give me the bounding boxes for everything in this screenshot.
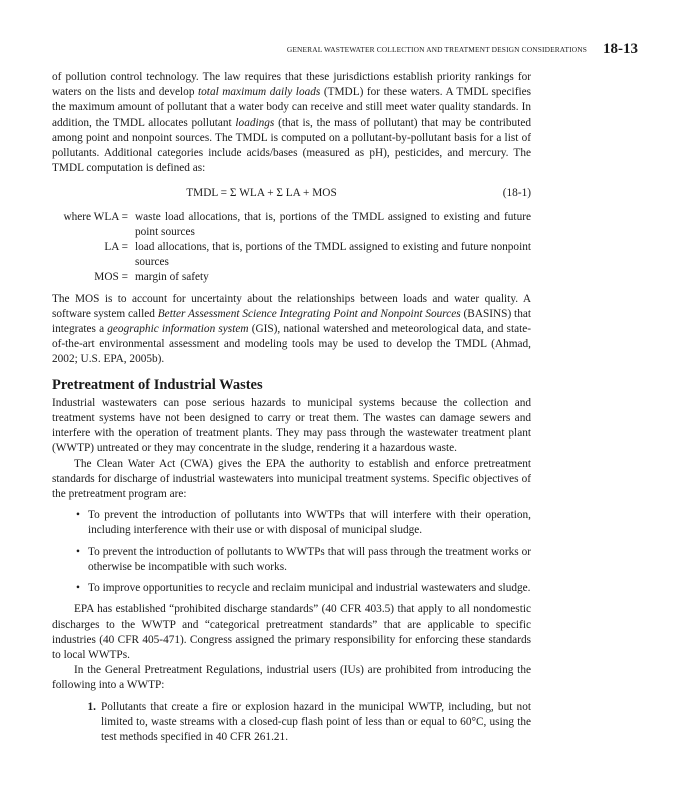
definition-item xyxy=(52,210,531,240)
equation-number: (18-1) xyxy=(502,187,531,200)
list-item: • To prevent the introduction of pollutants to WWTPs that will pass through the treatment works or otherwise be incompatible with such works. xyxy=(52,545,531,575)
mos-paragraph: The MOS is to account for uncertainty about the relationships between loads and water quality. A software system called Better Assessment Science Integrating Point and Nonpoint Sources (BASINS) that integrates a geographic information system (GIS), national watershed and meteorological data, and state-of-the-art environmental assessment and modeling tools may be used to develop the TMDL (Ahmad, 2002; U.S. EPA, 2005b). xyxy=(52,292,532,366)
intro-emphasis-tmdl: total maximum daily loads xyxy=(198,86,321,99)
intro-paragraph xyxy=(52,70,531,176)
definition-desc: waste load allocations, that is, portions of the TMDL assigned to existing and future point sources xyxy=(135,210,531,238)
definition-desc: margin of safety xyxy=(135,271,209,284)
definition-desc: load allocations, that is, portions of the TMDL assigned to existing and future nonpoint sources xyxy=(135,241,531,269)
pretreatment-paragraph-3: EPA has established “prohibited discharge standards” (40 CFR 403.5) that apply to all nondomestic discharges to the WWTP and “categorical pretreatment standards” that are applicable to specific industries (40 CFR 405-471). Congress assigned the primary responsibility for enforcing these standards to local WWTPs. xyxy=(52,603,531,661)
bullet-icon: • xyxy=(76,509,80,522)
intro-emphasis-loadings: loadings xyxy=(235,116,275,129)
definition-term: where WLA = xyxy=(63,210,128,223)
equation-18-1 xyxy=(52,186,531,201)
prohibited-list xyxy=(52,700,531,746)
pretreatment-paragraph-1: Industrial wastewaters can pose serious hazards to municipal systems because the collection and treatment systems have not been designed to carry or treat them. The wastes can damage sewers and interfere with the operation of treatment plants. They may pass through the wastewater treatment plant (WWTP) untreated or they may concentrate in the sludge, rendering it a hazardous waste. xyxy=(52,396,531,455)
equation-text: TMDL = Σ WLA + Σ LA + MOS xyxy=(186,187,337,200)
bullet-icon: • xyxy=(76,582,80,595)
list-item: • To prevent the introduction of pollutants into WWTPs that will interfere with their operation, including interference with their use or with disposal of municipal sludge. xyxy=(52,508,531,538)
section-heading: Pretreatment of Industrial Wastes xyxy=(52,376,263,393)
definition-term: LA = xyxy=(104,241,128,254)
pretreatment-paragraph-2: The Clean Water Act (CWA) gives the EPA the authority to establish and enforce pretreatment standards for discharge of industrial wastewaters into municipal treatment systems. Specific objectives of the pretreatment program are: xyxy=(52,457,531,501)
basins-emphasis: Better Assessment Science Integrating Point and Nonpoint Sources xyxy=(157,307,461,320)
definition-list xyxy=(52,210,531,286)
intro-text-2: (TMDL) for these waters. A TMDL specifies the maximum amount of pollutant that a water body can receive and still meet water quality standards. In addition, the TMDL allocates pollutant xyxy=(52,86,532,129)
list-item: • To improve opportunities to recycle and reclaim municipal and industrial wastewaters and sludge. xyxy=(52,581,531,596)
gis-emphasis: geographic information system xyxy=(107,323,249,336)
running-header xyxy=(52,40,638,58)
intro-text-1: of pollution control technology. The law requires that these jurisdictions establish priority rankings for waters on the lists and develop xyxy=(52,71,531,99)
definition-item xyxy=(52,240,531,270)
intro-text-3: (that is, the mass of pollutant) that may be contributed among point and nonpoint sources. The TMDL is computed on a pollutant-by-pollutant basis for a list of pollutants. Additional categories include acids/bases (measured as pH), pesticides, and mercury. The TMDL computation is defined as: xyxy=(52,116,531,175)
list-item: 1. Pollutants that create a fire or explosion hazard in the municipal WWTP, including, but not limited to, waste streams with a closed-cup flash point of less than or equal to 60°C, using the test methods specified in 40 CFR 261.21. xyxy=(52,700,531,746)
pretreatment-paragraph-4: In the General Pretreatment Regulations, industrial users (IUs) are prohibited from introducing the following into a WWTP: xyxy=(52,664,531,692)
page-number: 18-13 xyxy=(603,40,638,57)
definition-term: MOS = xyxy=(94,271,128,284)
definition-item xyxy=(52,270,531,285)
item-number: 1. xyxy=(87,700,96,713)
bullet-icon: • xyxy=(76,545,80,558)
body-text xyxy=(52,70,531,745)
running-title: GENERAL WASTEWATER COLLECTION AND TREATMENT DESIGN CONSIDERATIONS xyxy=(286,44,587,54)
objectives-list xyxy=(52,508,531,596)
